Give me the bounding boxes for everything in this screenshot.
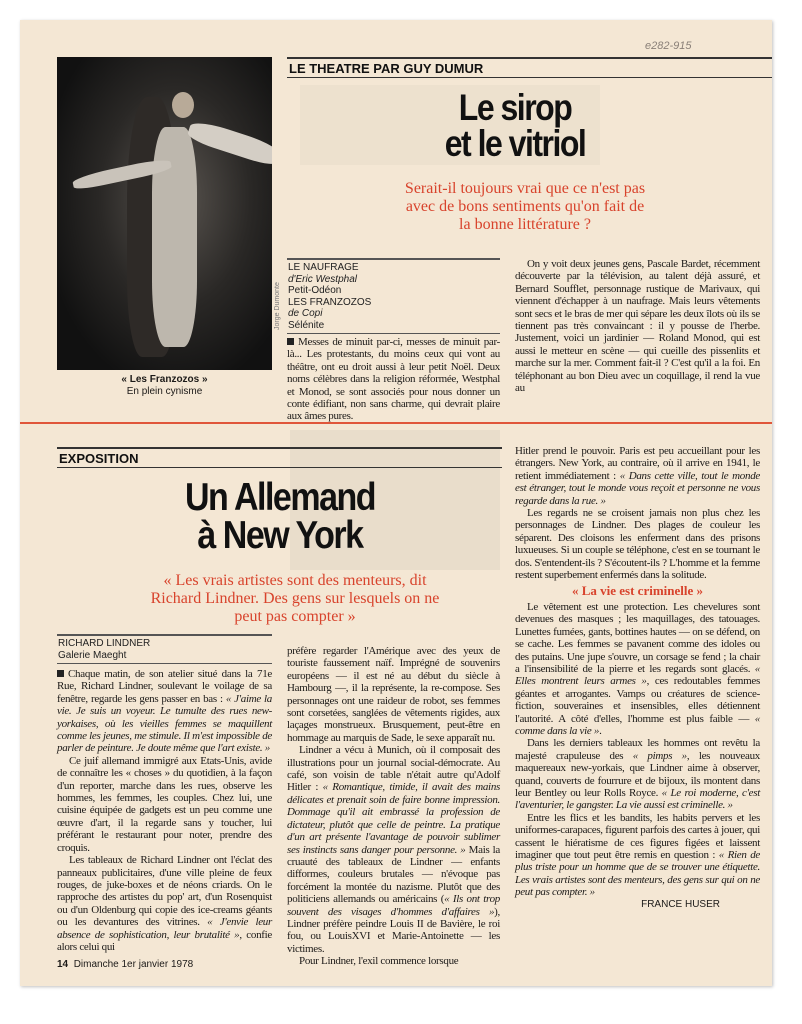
paragraph bbox=[287, 336, 500, 423]
subtitle-exposition: « Les vrais artistes sont des menteurs, dit Richard Lindner. Des gens sur lesquels on ne peut pas compter » bbox=[150, 572, 440, 625]
credit-line: LES FRANZOZOS bbox=[288, 296, 372, 308]
body-text: Messes de minuit par-ci, messes de minuit par-là... Les protestants, du moins ceux qui vont au théâtre, ont eu droit aussi à leur petit Noël. Deux noms célèbres dans la religion réformée, Westphal et Monod, se sont associés pour nous donner un conte édifiant, non sans charme, qui devrait plaire aux âmes pures. bbox=[287, 336, 500, 423]
body-text: Chaque matin, de son atelier situé dans la 71e Rue, Richard Lindner, soulevant le voilage de sa fenêtre, regarde les gens passer en bas : bbox=[57, 668, 272, 705]
article-column bbox=[515, 445, 760, 911]
credit-line: LE NAUFRAGE bbox=[288, 262, 359, 273]
headline-line: à New York bbox=[197, 513, 363, 558]
paragraph bbox=[287, 744, 500, 955]
credit-line: RICHARD LINDNER bbox=[58, 638, 151, 649]
body-text: Hitler prend le pouvoir. Paris est peu accueillant pour les étrangers. New York, au contraire, où il arrive en 1941, le retient immédiatement : bbox=[515, 445, 760, 482]
quote-text: « Romantique, timide, il avait des mains délicates et prenait soin de faire bonne impression. Dommage qu'il ait embrassé la profession de dictateur, plutôt que celle de peintre. La pratique d'un art présente l'avantage de pouvoir sublimer ses instincts sans danger pour personne. » bbox=[287, 781, 500, 856]
caption-subtitle: En plein cynisme bbox=[126, 386, 203, 397]
bullet-square-icon bbox=[287, 338, 294, 345]
quote-text: « comme dans la vie » bbox=[515, 712, 760, 737]
column-part bbox=[515, 601, 760, 899]
theatre-left-column bbox=[287, 258, 500, 423]
paragraph bbox=[515, 507, 760, 581]
section-divider bbox=[20, 422, 772, 424]
photo-les-franzozos bbox=[57, 57, 272, 370]
body-text: Les tableaux de Richard Lindner ont l'éclat des panneaux publicitaires, d'une ville pleine de feux rouges, de juke-boxes et de néons criards. On le rapproche des artistes du pop' art, d'un Rosenquist ou d'un Oldenburg qui copie des ice-creams géants ou les devantures des vitrines. bbox=[57, 854, 272, 929]
body-text: Ce juif allemand immigré aux Etats-Unis, avide de connaître les « choses » du quotidien, à la façon d'un reporter, marche dans les rues, observe les hommes, les femmes, les couples. Chez lui, une cuisine équipée de gadgets est un peu comme une œuvre d'art, il la regarde sans y toucher, lui préférant le restaurant pour noter, prendre des croquis. bbox=[57, 754, 272, 854]
credits-theatre bbox=[287, 258, 500, 334]
photo-caption bbox=[57, 374, 272, 398]
headline-line: et le vitriol bbox=[444, 122, 586, 165]
body-text: ), Lindner préfère peindre Louis II de Bavière, le roi fou, ou LouisXVI et Marie-Antoinette — les victimes. bbox=[287, 905, 500, 955]
quote-text: « Le roi moderne, c'est l'aventurier, le gangster. La vie aussi est criminelle. » bbox=[515, 786, 760, 812]
body-text: Entre les flics et les bandits, les habits pervers et les uniformes-carapaces, figurent parfois des cartes à jouer, qui cassent le hiératisme de ces figures figées et laissent imaginer que tout peut être remis en question : bbox=[515, 811, 760, 861]
photo-credit: Jorge Dumonte bbox=[274, 282, 281, 330]
page-footer bbox=[57, 959, 272, 970]
paragraph bbox=[515, 601, 760, 737]
paragraph bbox=[515, 737, 760, 811]
quote-text: « pimps » bbox=[632, 749, 687, 762]
credit-line: Sélénite bbox=[288, 319, 325, 331]
quote-text: « Dans cette ville, tout le monde est étranger, tout le monde vous reçoit et personne ne vous regarde dans la rue. » bbox=[515, 469, 760, 507]
article-column bbox=[515, 258, 760, 394]
figure-arm bbox=[186, 118, 272, 168]
body-text: , ces redoutables femmes géantes et arrogantes. Vamps ou créatures de science-fiction, souveraines et insensibles, elles détiennent l'autorité. A côté d'elles, l'homme est plus faible — bbox=[515, 675, 760, 725]
quote-text: « J'aime la vie. Je suis un voyeur. Le tumulte des rues new-yorkaises, où les vieilles femmes se maquillent comme les jeunes, me stimule. Il m'est impossible de parler de peinture. Je doute même que l'art existe. » bbox=[57, 692, 272, 755]
paragraph bbox=[515, 445, 760, 507]
body-text: Pour Lindner, l'exil commence lorsque bbox=[299, 955, 459, 968]
figure-head bbox=[172, 92, 194, 118]
paragraph bbox=[287, 955, 500, 967]
headline-theatre bbox=[390, 86, 640, 165]
author-signature: FRANCE HUSER bbox=[641, 898, 720, 910]
paragraph bbox=[57, 854, 272, 953]
paragraph bbox=[515, 812, 760, 899]
paragraph bbox=[515, 258, 760, 394]
section-kicker-theatre: LE THEATRE PAR GUY DUMUR bbox=[287, 57, 772, 78]
body-text: Les regards ne se croisent jamais non plus chez les personnages de Lindner. Des plages de couleur les séparent. Des cloisons les enferment dans des prisons luxueuses. Si un couple se téléphone, c'est en se tournant le dos. S'entendent-ils ? S'écoutent-ils ? L'homme et la femme restent superbement enfermés dans la solitude. bbox=[515, 507, 760, 582]
credit-line: d'Eric Westphal bbox=[288, 273, 357, 285]
archive-note: e282-915 bbox=[645, 40, 692, 52]
subheading: « La vie est criminelle » bbox=[571, 583, 704, 599]
headline-line: Un Allemand bbox=[184, 475, 376, 520]
body-text: Le vêtement est une protection. Les chevelures sont devenues des masques ; les maquillages, des tatouages. Lunettes fumées, gants, bottines hautes — on se défend, on se cache. Les femmes se pavanent comme des idoles ou des putains. Une jupe s'ouvre, un corsage se fend ; la chair a l'insensibilité de la pierre et les regards sont glacés. bbox=[515, 600, 760, 675]
credit-line: Petit-Odéon bbox=[288, 285, 342, 296]
credit-line: de Copi bbox=[288, 308, 323, 319]
credits-exposition bbox=[57, 634, 272, 664]
article-column bbox=[287, 336, 500, 423]
exposition-left-column bbox=[57, 634, 272, 970]
body-text: préfère regarder l'Amérique avec des yeux de touriste faussement naïf. Imprégné de souvenirs européens — il est né au début du siècle à Hambourg —, il la représente, la re-compose. Ses personnages ont une raideur de robot, ses femmes sont corsetées, sanglées de vêtements rigides, aux laçages monstrueux. Brusquement, peut-être en hommage au marquis de Sade, le sexe apparaît nu. bbox=[287, 645, 500, 744]
paragraph bbox=[57, 668, 272, 755]
quote-text: « J'envie leur absence de sophistication, leur brutalité » bbox=[57, 916, 272, 941]
credit-line: Galerie Maeght bbox=[58, 649, 127, 661]
quote-text: « Elles montrent leurs armes » bbox=[515, 662, 760, 688]
quote-text: « Ils ont trop souvent des visages d'hommes d'affaires » bbox=[287, 893, 500, 918]
page-number: 14 bbox=[57, 959, 69, 971]
body-text: . bbox=[599, 724, 602, 737]
issue-date: Dimanche 1er janvier 1978 bbox=[73, 959, 194, 971]
article-column bbox=[57, 668, 272, 953]
body-text: Lindner a vécu à Munich, où il composait des illustrations pour un journal social-démocrate. Au café, son voisin de table n'était autre qu'Adolf Hitler : bbox=[287, 744, 500, 794]
bullet-square-icon bbox=[57, 670, 64, 677]
headline-exposition bbox=[160, 475, 400, 558]
subtitle-theatre: Serait-il toujours vrai que ce n'est pas avec de bons sentiments qu'on fait de la bonne littérature ? bbox=[404, 180, 646, 233]
caption-title: « Les Franzozos » bbox=[121, 374, 208, 385]
section-kicker-exposition: EXPOSITION bbox=[57, 447, 502, 468]
paragraph bbox=[287, 645, 500, 744]
column-part bbox=[515, 445, 760, 581]
body-text: , les nouveaux maquereaux new-yorkais, que Lindner aime à observer, quand, couverts de fourrure et de bijoux, ils montent dans leur Bentley ou leur Rolls Royce. bbox=[515, 749, 760, 799]
body-text: Dans les derniers tableaux les hommes ont revêtu la majesté crapuleuse des bbox=[515, 737, 760, 762]
body-text: Mais la cruauté des tableaux de Lindner — enfants difformes, couleurs brutales — n'évoque pas forcément la montée du nazisme. Plutôt que des politiciens allemands ou américains ( bbox=[287, 843, 500, 906]
body-text: On y voit deux jeunes gens, Pascale Bardet, récemment découverte par la télévision, au talent déjà assuré, et Bernard Soufflet, personnage rustique de Marivaux, qui viennent d'échapper à un naufrage. Mais leurs vêtements sont secs et le bras de mer qui sépare les deux îlots où ils se tiennent pas très convaincant : il y pousse de l'herbe. Justement, voici un jardinier — Roland Monod, qui est aussi le metteur en scène — qui cueille des pissenlits et marche sur la mer. Comment fait-il ? C'est qu'il a la foi. En téléphonant au bon Dieu avec un coquillage, il rend la vue au bbox=[515, 258, 760, 395]
quote-text: « Rien de plus triste pour un homme que de se trouver une étiquette. Les vrais artistes sont des menteurs, des gens sur qui on ne peut pas compter. » bbox=[515, 849, 760, 899]
headline-line: Le sirop bbox=[458, 86, 572, 129]
article-column bbox=[287, 645, 500, 968]
body-text: , confie alors celui qui bbox=[57, 928, 272, 953]
paragraph bbox=[57, 755, 272, 854]
